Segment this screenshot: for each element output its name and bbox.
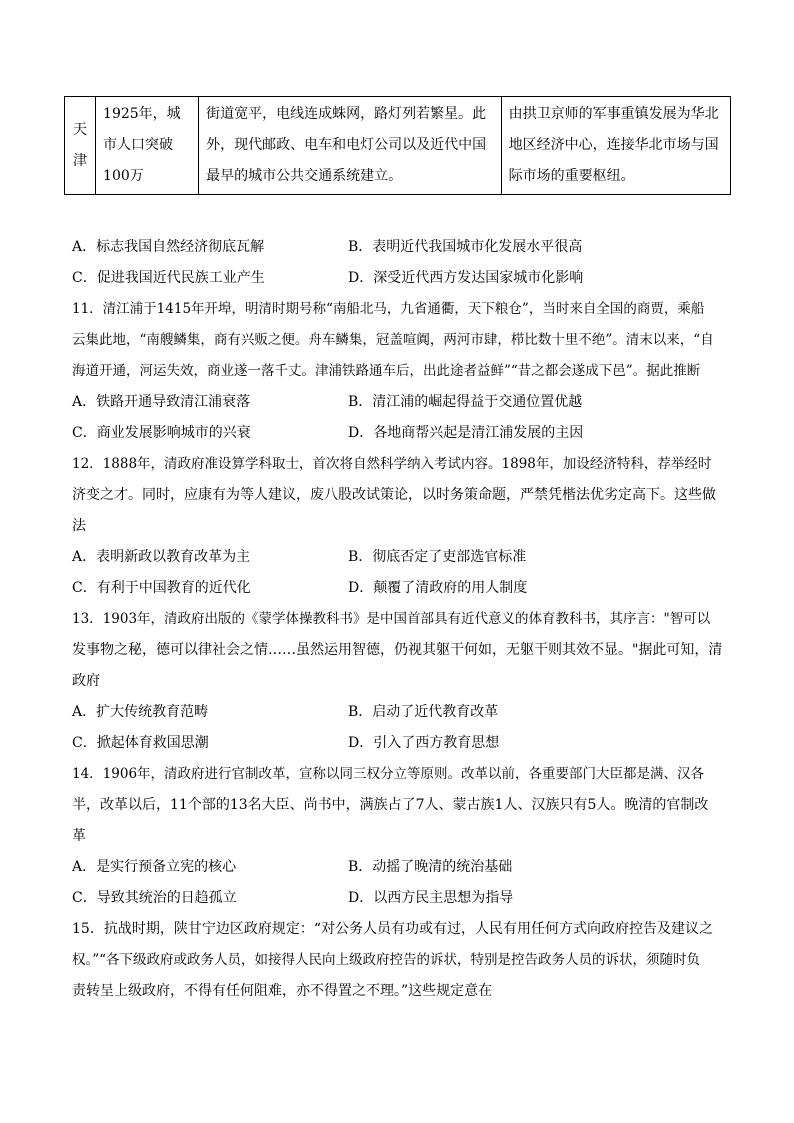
q14-option-a[interactable]: A．是实行预备立宪的核心 bbox=[72, 859, 237, 875]
q13-option-c[interactable]: C．掀起体育救国思潮 bbox=[72, 735, 209, 751]
q11-option-d[interactable]: D．各地商帮兴起是清江浦发展的主因 bbox=[348, 425, 584, 441]
question-12 bbox=[72, 449, 722, 604]
question-text-line: 12．1888年，清政府准设算学科取士，首次将自然科学纳入考试内容。1898年，加设经济特科，荐举经时 bbox=[72, 456, 712, 472]
features-cell: 街道宽平，电线连成蛛网，路灯列若繁星。此外，现代邮政、电车和电灯公司以及近代中国最早的城市公共交通系统建立。 bbox=[199, 97, 501, 195]
q10-option-b[interactable]: B．表明近代我国城市化发展水平很高 bbox=[348, 239, 583, 255]
q12-option-b[interactable]: B．彻底否定了吏部选官标准 bbox=[348, 549, 527, 565]
q13-option-a[interactable]: A．扩大传统教育范畴 bbox=[72, 704, 209, 720]
question-text-line: 责转呈上级政府，不得有任何阻难，亦不得置之不理。”这些规定意在 bbox=[72, 983, 493, 999]
city-cell: 天津 bbox=[65, 97, 96, 195]
q12-option-d[interactable]: D．颠覆了清政府的用人制度 bbox=[348, 580, 528, 596]
question-text-line: 权。”“各下级政府或政务人员，如接得人民向上级政府控告的诉状，特别是控告政务人员的诉状，须随时负 bbox=[72, 952, 701, 968]
question-text-line: 13．1903年，清政府出版的《蒙学体操教科书》是中国首部具有近代意义的体育教科书，其序言："智可以 bbox=[72, 611, 711, 627]
q11-option-c[interactable]: C．商业发展影响城市的兴衰 bbox=[72, 425, 251, 441]
table-row bbox=[65, 97, 731, 195]
q11-option-b[interactable]: B．清江浦的崛起得益于交通位置优越 bbox=[348, 394, 583, 410]
population-cell: 1925年，城市人口突破100万 bbox=[96, 97, 199, 195]
question-text-line: 海道开通，河运失效，商业遂一落千丈。津浦铁路通车后，出此途者益鲜”“昔之都会遂成下邑”。据此推断 bbox=[72, 363, 701, 379]
question-text-line: 革 bbox=[72, 828, 86, 844]
q12-option-a[interactable]: A．表明新政以教育改革为主 bbox=[72, 549, 251, 565]
role-cell: 由拱卫京师的军事重镇发展为华北地区经济中心，连接华北市场与国际市场的重要枢纽。 bbox=[501, 97, 730, 195]
q10-option-c[interactable]: C．促进我国近代民族工业产生 bbox=[72, 270, 265, 286]
question-text-line: 发事物之秘，德可以律社会之情……虽然运用智德，仍视其躯干何如，无躯干则其效不显。"据此可知，清 bbox=[72, 642, 723, 658]
q14-option-b[interactable]: B．动摇了晚清的统治基础 bbox=[348, 859, 513, 875]
q14-option-c[interactable]: C．导致其统治的日趋孤立 bbox=[72, 890, 237, 906]
question-text-line: 15．抗战时期，陕甘宁边区政府规定：“对公务人员有功或有过，人民有用任何方式向政府控告及建议之 bbox=[72, 921, 713, 937]
q13-option-d[interactable]: D．引入了西方教育思想 bbox=[348, 735, 500, 751]
question-text-line: 云集此地，“南艘鳞集，商有兴贩之便。舟车鳞集，冠盖喧阗，两河市肆，栉比数十里不绝”。清末以来，“自 bbox=[72, 332, 714, 348]
question-13 bbox=[72, 604, 722, 759]
question-text-line: 济变之才。同时，应康有为等人建议，废八股改试策论，以时务策命题，严禁凭楷法优劣定高下。这些做 bbox=[72, 487, 716, 503]
q12-option-c[interactable]: C．有利于中国教育的近代化 bbox=[72, 580, 251, 596]
question-15 bbox=[72, 914, 722, 1007]
question-11 bbox=[72, 294, 722, 449]
q14-option-d[interactable]: D．以西方民主思想为指导 bbox=[348, 890, 514, 906]
q10-option-a[interactable]: A．标志我国自然经济彻底瓦解 bbox=[72, 239, 265, 255]
question-text-line: 半，改革以后，11个部的13名大臣、尚书中，满族占了7人、蒙古族1人、汉族只有5人。晚清的官制改 bbox=[72, 797, 709, 813]
q11-option-a[interactable]: A．铁路开通导致清江浦衰落 bbox=[72, 394, 251, 410]
q13-option-b[interactable]: B．启动了近代教育改革 bbox=[348, 704, 499, 720]
question-text-line: 法 bbox=[72, 518, 86, 534]
question-text-line: 14．1906年，清政府进行官制改革，宣称以同三权分立等原则。改革以前，各重要部门大臣都是满、汉各 bbox=[72, 766, 705, 782]
q10-option-d[interactable]: D．深受近代西方发达国家城市化影响 bbox=[348, 270, 584, 286]
q10-options bbox=[72, 232, 722, 294]
question-text-line: 11．清江浦于1415年开埠，明清时期号称“南船北马，九省通衢，天下粮仓”，当时来自全国的商贾，乘船 bbox=[72, 301, 705, 317]
question-text-line: 政府 bbox=[72, 673, 100, 689]
question-14 bbox=[72, 759, 722, 914]
city-table bbox=[64, 96, 731, 195]
